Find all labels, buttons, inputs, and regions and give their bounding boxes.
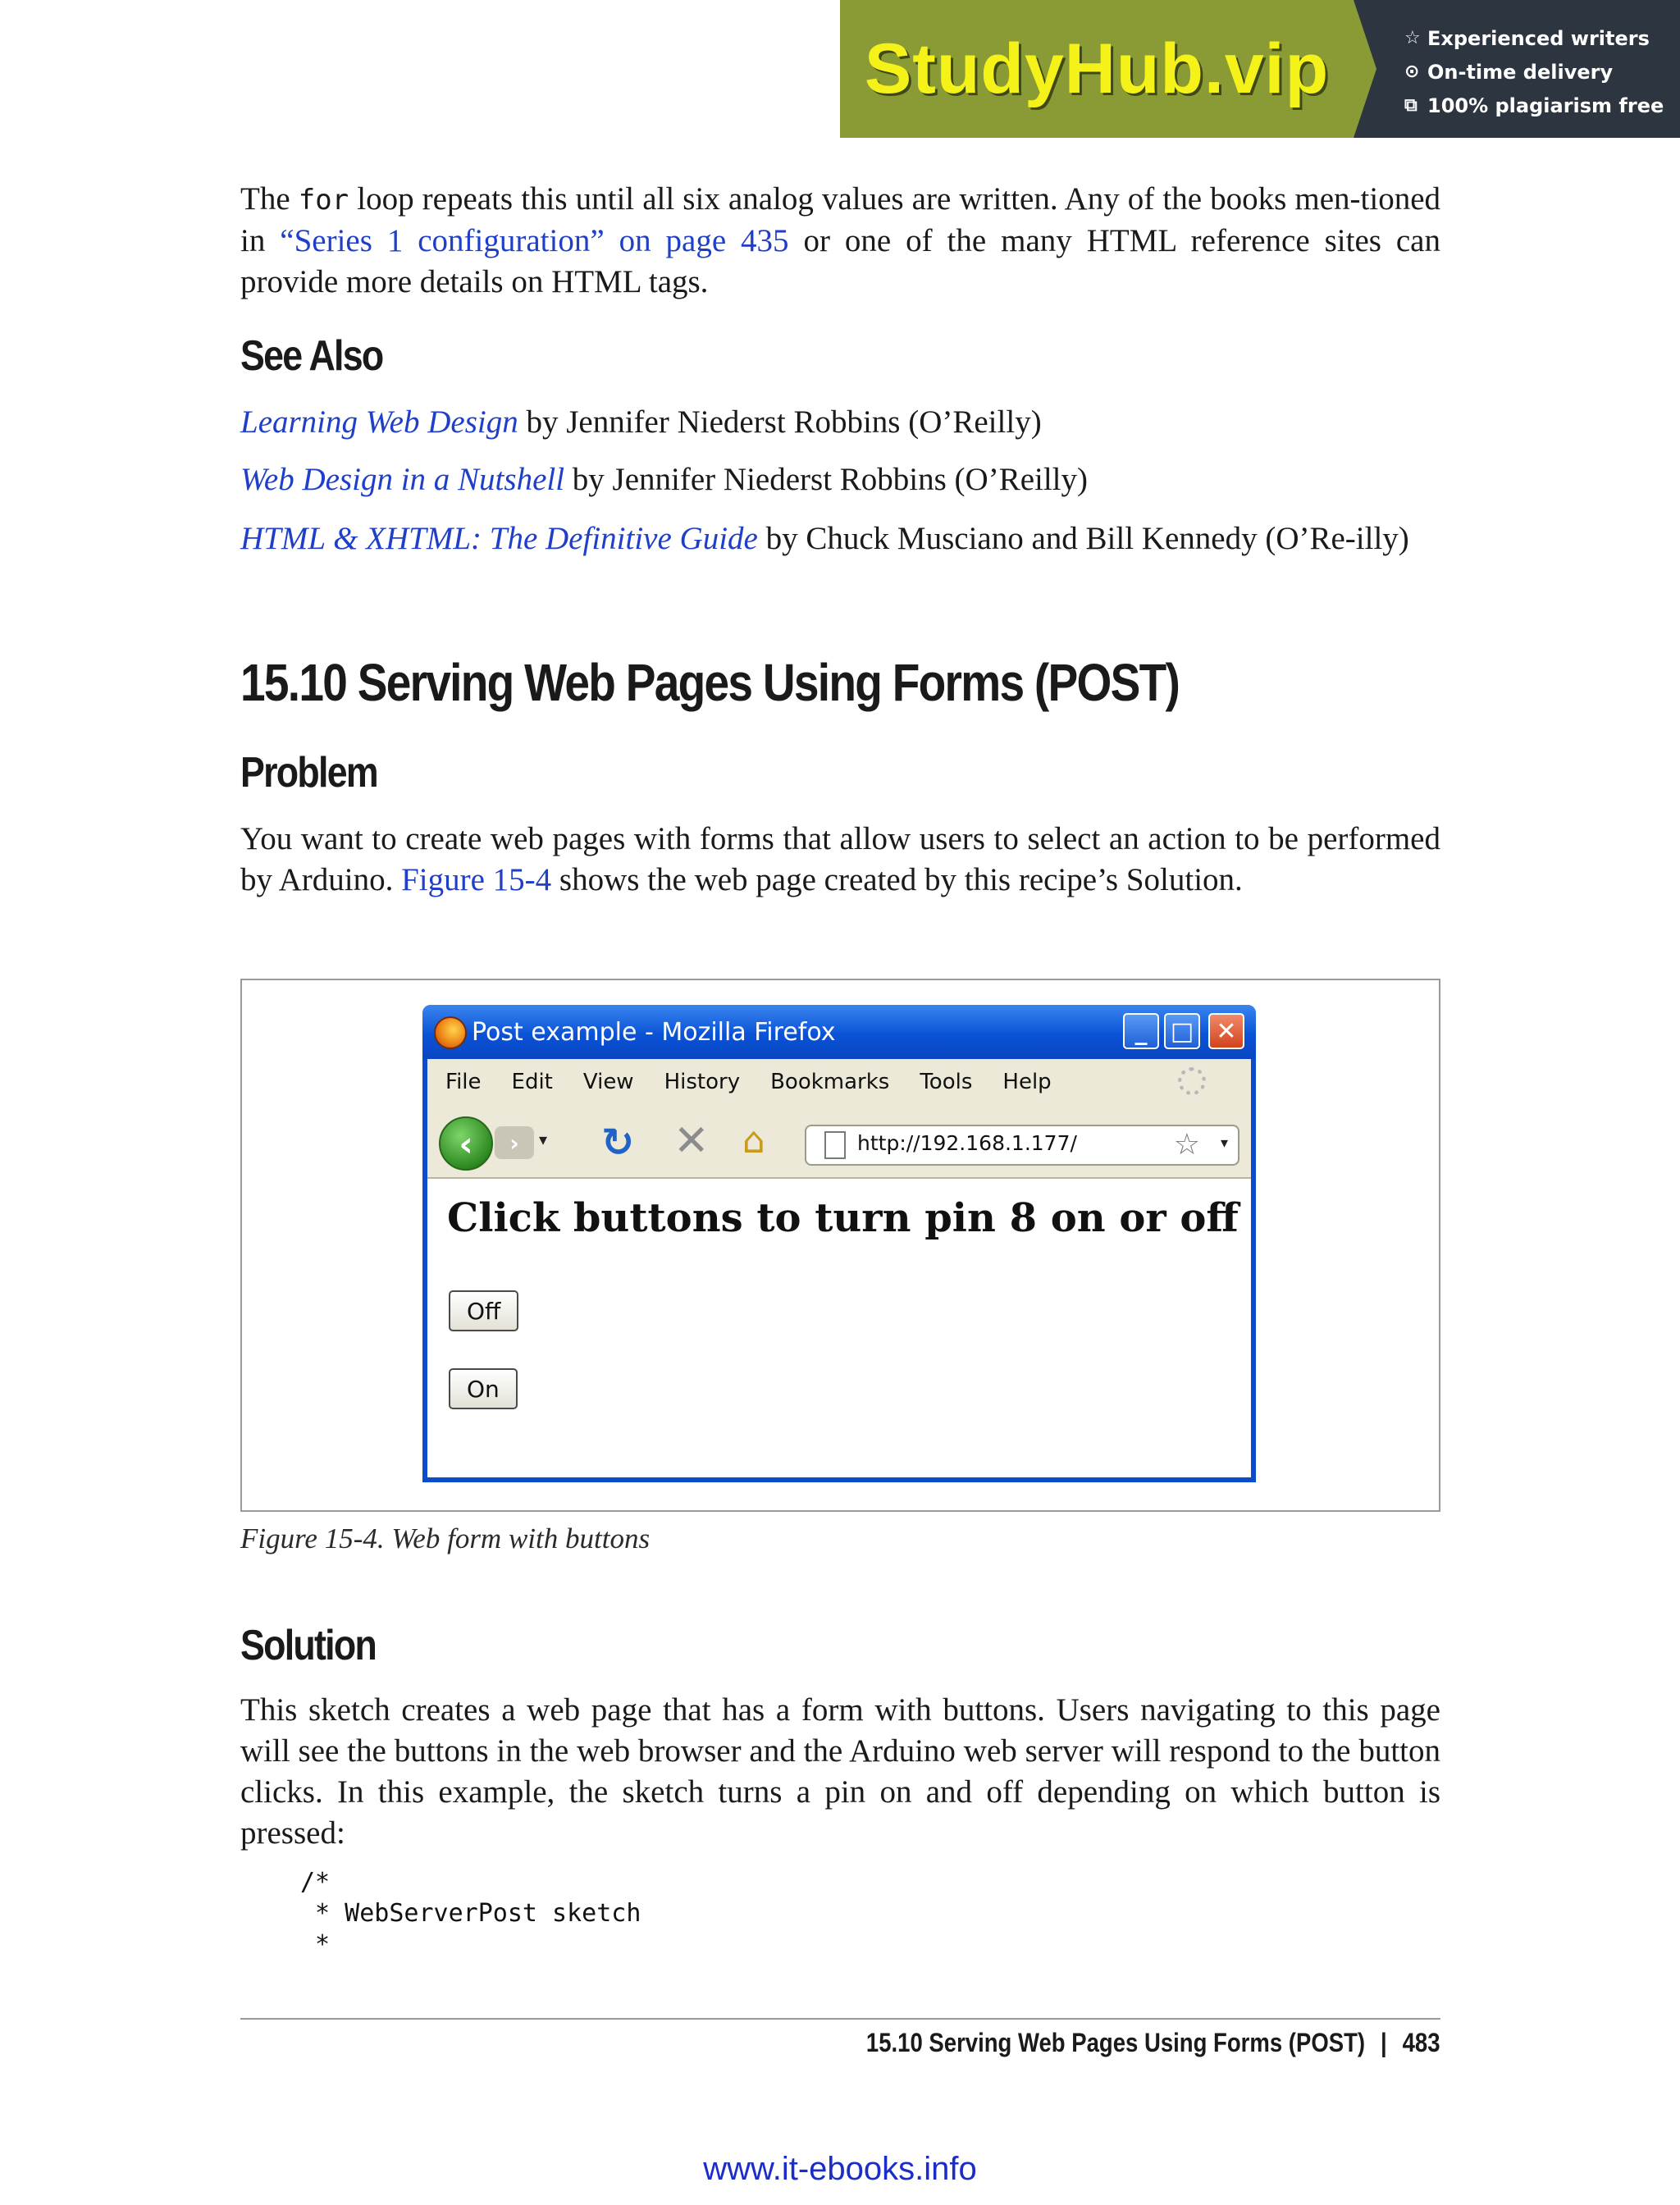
feature-item — [1404, 89, 1680, 122]
navigation-toolbar — [427, 1105, 1251, 1179]
window-title: Post example - Mozilla Firefox — [472, 1018, 836, 1047]
home-icon[interactable]: ⌂ — [742, 1120, 765, 1162]
feature-list — [1354, 0, 1680, 138]
stop-icon[interactable]: ✕ — [673, 1116, 710, 1166]
code-line: /* — [300, 1868, 331, 1897]
feature-text: Experienced writers — [1427, 26, 1650, 50]
copy-icon: ⧉ — [1404, 95, 1418, 116]
section-title: 15.10 Serving Web Pages Using Forms (POST) — [240, 653, 1180, 712]
watermark-link[interactable]: www.it-ebooks.info — [703, 2151, 977, 2187]
off-button[interactable]: Off — [449, 1290, 518, 1331]
problem-paragraph — [240, 819, 1440, 901]
reference-text: by Jennifer Niederst Robbins (O’Reilly) — [564, 462, 1089, 497]
page-number: 483 — [1403, 2028, 1440, 2057]
forward-arrow-icon[interactable]: › — [495, 1126, 534, 1159]
feature-text: 100% plagiarism free — [1427, 94, 1664, 117]
code-line: * — [300, 1930, 331, 1959]
figure-15-4-link[interactable]: Figure 15-4 — [401, 862, 552, 897]
url-text[interactable]: http://192.168.1.177/ — [857, 1131, 1077, 1155]
clock-icon: ⊙ — [1404, 62, 1420, 82]
url-dropdown-icon[interactable]: ▾ — [1220, 1134, 1228, 1152]
code-line: * WebServerPost sketch — [300, 1899, 641, 1928]
menu-tools[interactable]: Tools — [920, 1070, 973, 1094]
maximize-button[interactable]: □ — [1164, 1013, 1200, 1049]
menu-edit[interactable]: Edit — [511, 1070, 553, 1094]
menu-view[interactable]: View — [582, 1070, 634, 1094]
reload-icon[interactable]: ↻ — [601, 1120, 635, 1166]
intro-text: or one of the many HTML reference sites can provide more details on HTML tags. — [240, 223, 1440, 299]
intro-text: loop repeats this until all six analog values are written. Any of the books men-tioned in — [240, 181, 1440, 258]
problem-heading: Problem — [240, 749, 377, 797]
browser-title-bar[interactable] — [422, 1005, 1256, 1059]
figure-caption: Figure 15-4. Web form with buttons — [240, 1522, 651, 1554]
feature-text: On-time delivery — [1427, 60, 1614, 84]
reference-title-link[interactable]: HTML & XHTML: The Definitive Guide — [240, 521, 758, 556]
menu-bar — [427, 1059, 1251, 1105]
brand-panel — [840, 0, 1354, 138]
solution-heading: Solution — [240, 1622, 377, 1669]
bookmark-star-icon[interactable]: ☆ — [1173, 1128, 1200, 1162]
browser-window — [422, 1005, 1256, 1482]
see-also-heading: See Also — [240, 332, 383, 380]
solution-paragraph: This sketch creates a web page that has a form with buttons. Users navigating to this page will see the buttons in the web browser and the Arduino web server will respond to the button clicks. In this example, the sketch turns a pin on and off depending on which button is pressed: — [240, 1692, 1440, 1851]
menu-bookmarks[interactable]: Bookmarks — [770, 1070, 890, 1094]
address-bar[interactable] — [805, 1125, 1239, 1166]
reference-title-link[interactable]: Web Design in a Nutshell — [240, 462, 565, 497]
close-button[interactable]: ✕ — [1208, 1013, 1244, 1049]
star-outline-icon: ☆ — [1404, 28, 1421, 48]
history-dropdown-icon[interactable]: ▾ — [539, 1130, 548, 1149]
problem-text: shows the web page created by this recipe’s Solution. — [551, 862, 1243, 897]
reference-title-link[interactable]: Learning Web Design — [240, 404, 518, 440]
menu-help[interactable]: Help — [1002, 1070, 1052, 1094]
page-heading: Click buttons to turn pin 8 on or off — [447, 1195, 1239, 1241]
series1-config-link[interactable]: “Series 1 configuration” on page 435 — [280, 223, 789, 258]
reference-item — [240, 402, 1440, 443]
running-footer — [866, 2028, 1440, 2058]
problem-text: You want to create web pages with forms that allow users to select an action to be performed by Arduino. — [240, 821, 1440, 897]
intro-text: The — [240, 181, 299, 217]
footer-section: 15.10 Serving Web Pages Using Forms (POST) — [866, 2028, 1366, 2057]
inline-code-for: for — [298, 184, 349, 217]
feature-item — [1404, 55, 1680, 89]
reference-text: by Jennifer Niederst Robbins (O’Reilly) — [518, 404, 1042, 440]
feature-item — [1404, 21, 1680, 55]
reference-item — [240, 518, 1440, 559]
brand-logo: StudyHub.vip — [864, 29, 1330, 108]
firefox-icon — [434, 1016, 467, 1049]
intro-paragraph — [240, 179, 1440, 303]
reference-item — [240, 459, 1440, 500]
footer-separator: | — [1381, 2028, 1388, 2057]
page-icon — [824, 1131, 846, 1159]
menu-history[interactable]: History — [664, 1070, 741, 1094]
back-arrow-icon[interactable]: ‹ — [439, 1116, 493, 1171]
code-block — [300, 1867, 641, 1961]
footer-rule — [240, 2018, 1440, 2020]
menu-file[interactable]: File — [445, 1070, 482, 1094]
throbber-icon — [1178, 1067, 1206, 1095]
figure-frame — [240, 979, 1440, 1512]
page-content — [427, 1179, 1251, 1477]
reference-text: by Chuck Musciano and Bill Kennedy (O’Re-illy) — [757, 521, 1409, 556]
minimize-button[interactable]: _ — [1123, 1013, 1159, 1049]
ad-banner[interactable] — [840, 0, 1680, 138]
on-button[interactable]: On — [449, 1368, 518, 1409]
browser-body — [427, 1059, 1251, 1477]
